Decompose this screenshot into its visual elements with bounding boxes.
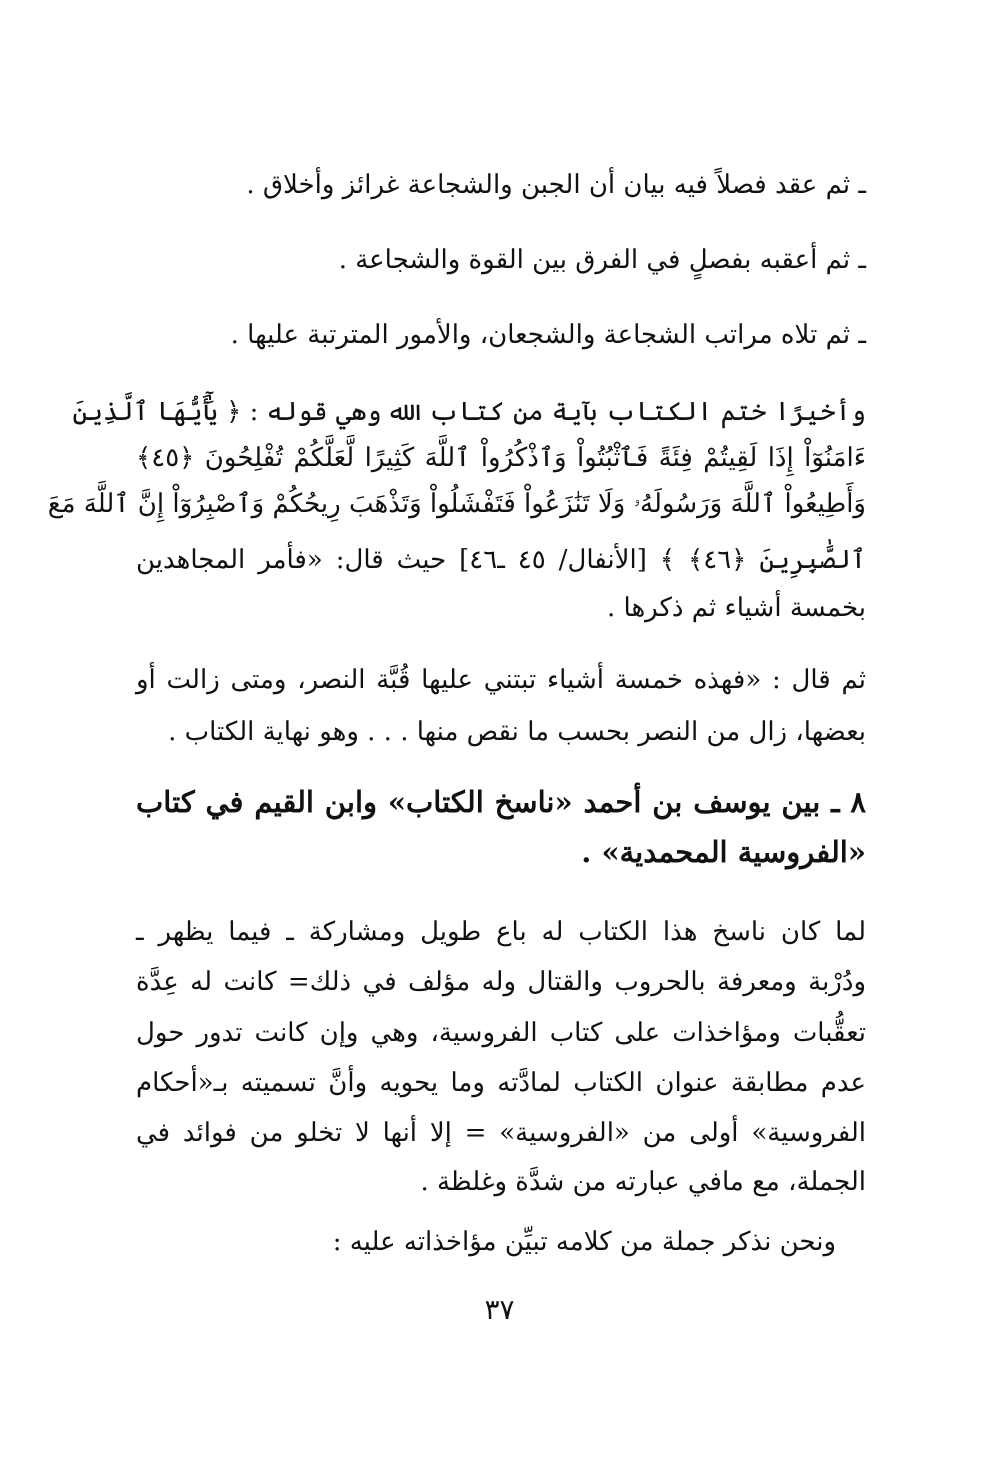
quran-verse-line: ءَامَنُوٓاْ إِذَا لَقِيتُمْ فِئَةً فَٱثْبُتُواْ وَٱذْكُرُواْ ٱللَّهَ كَثِيرًا لَّعَلَّكُمْ تُفْلِحُونَ ﴿٤٥﴾ (136, 443, 866, 473)
paragraph-line: ٱلصَّٰبِرِينَ ﴿٤٦﴾ ﴾ [الأنفال/ ٤٥ ـ٤٦] حيث قال: «فأمر المجاهدين (136, 545, 867, 575)
paragraph-line: ثم قال : «فهذه خمسة أشياء تبتني عليها قُبَّة النصر، ومتى زالت أو (136, 665, 866, 695)
paragraph-line: تعقُّبات ومؤاخذات على كتاب الفروسية، وهي وإن كانت تدور حول (136, 1018, 866, 1048)
paragraph-line: بخمسة أشياء ثم ذكرها . (607, 593, 866, 623)
quran-verse-line: وَأَطِيعُواْ ٱللَّهَ وَرَسُولَهُۥ وَلَا تَنَٰزَعُواْ فَتَفْشَلُواْ وَتَذْهَبَ رِيحُكُمْ وَٱصْبِرُوٓاْ إِنَّ ٱللَّهَ مَعَ (47, 489, 866, 519)
paragraph-line: وأخيرًا ختم الكتاب بآية من كتاب الله وهي قوله : ﴿ يَٰٓأَيُّهَا ٱلَّذِينَ (72, 397, 866, 427)
paragraph-line: الجملة، مع مافي عبارته من شدَّة وغلظة . (420, 1167, 866, 1197)
paragraph-line: عدم مطابقة عنوان الكتاب لمادَّته وما يحويه وأنَّ تسميته بـ«أحكام (136, 1068, 866, 1098)
paragraph-line: ونحن نذكر جملة من كلامه تبيِّن مؤاخذاته عليه : (332, 1227, 836, 1257)
section-heading: «الفروسية المحمدية» . (581, 835, 866, 869)
paragraph-line: ـ ثم تلاه مراتب الشجاعة والشجعان، والأمور المترتبة عليها . (230, 320, 866, 350)
body-text (47, 0, 867, 1467)
paragraph-line: لما كان ناسخ هذا الكتاب له باع طويل ومشاركة ـ فيما يظهر ـ (136, 917, 866, 947)
page-number: ٣٧ (484, 1293, 515, 1326)
paragraph-line: ودُرْبة ومعرفة بالحروب والقتال وله مؤلف في ذلك= كانت له عِدَّة (136, 967, 866, 997)
paragraph-line: ـ ثم عقد فصلاً فيه بيان أن الجبن والشجاعة غرائز وأخلاق . (246, 170, 866, 200)
paragraph-line: بعضها، زال من النصر بحسب ما نقص منها . . . وهو نهاية الكتاب . (168, 717, 866, 747)
paragraph-line: ـ ثم أعقبه بفصلٍ في الفرق بين القوة والشجاعة . (338, 245, 866, 275)
section-heading: ٨ ـ بين يوسف بن أحمد «ناسخ الكتاب» وابن القيم في كتاب (136, 785, 866, 819)
paragraph-line: الفروسية» أولى من «الفروسية» = إلا أنها لا تخلو من فوائد في (136, 1118, 866, 1148)
